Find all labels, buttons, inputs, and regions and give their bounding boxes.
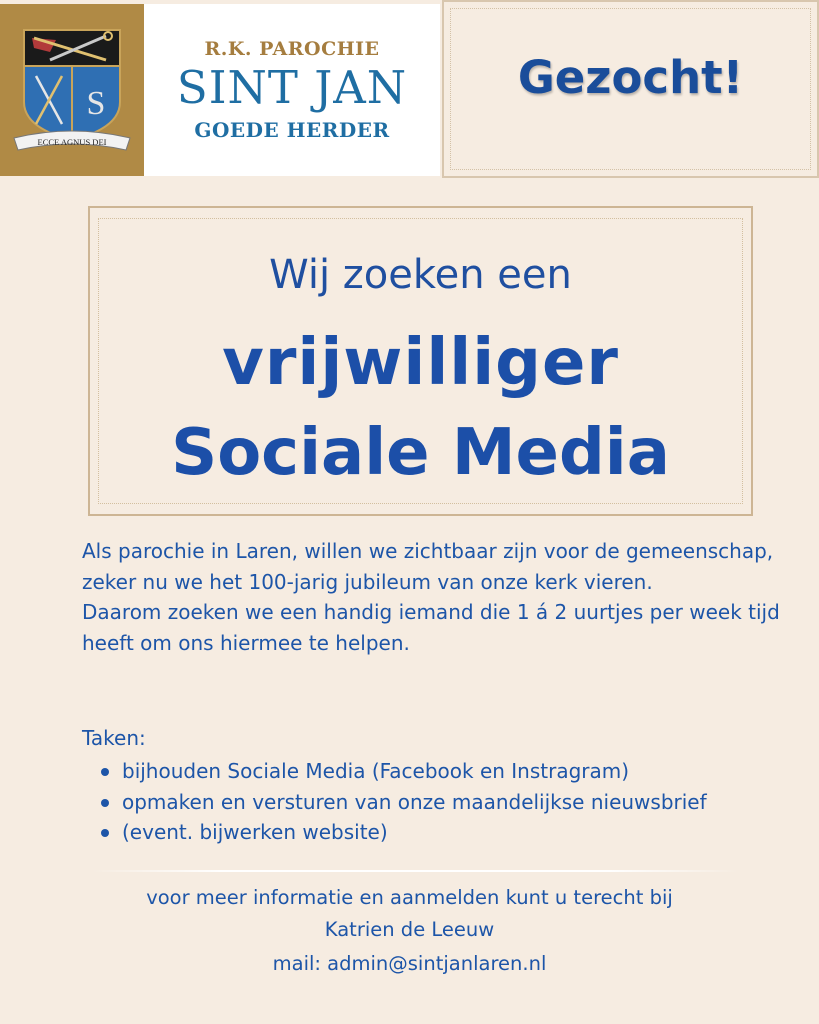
coat-of-arms-icon [10,24,134,156]
task-list [82,756,802,848]
parish-subtitle: GOEDE HERDER [194,117,390,142]
divider [92,870,738,872]
intro-paragraph-2: Daarom zoeken we een handig iemand die 1 á 2 uurtjes per week tijd heeft om ons hiermee te helpen. [82,600,780,655]
contact-intro: voor meer informatie en aanmelden kunt u terecht bij [146,886,673,909]
tasks-label: Taken: [82,726,146,750]
contact-person: Katrien de Leeuw [324,918,495,941]
svg-text:ECCE AGNUS DEI: ECCE AGNUS DEI [37,137,107,147]
task-item: opmaken en versturen van onze maandelijkse nieuwsbrief [82,787,802,818]
intro-text [82,536,782,658]
parish-name-block [144,4,440,176]
wanted-badge [442,0,819,178]
contact-email: mail: admin@sintjanlaren.nl [272,952,547,975]
wanted-heading: Gezocht! [517,50,744,104]
parish-logo [0,4,144,176]
title-role: vrijwilliger [222,326,619,400]
svg-text:S: S [86,85,106,122]
title-field: Sociale Media [171,416,670,490]
task-item: (event. bijwerken website) [82,817,802,848]
intro-paragraph-1: Als parochie in Laren, willen we zichtbaar zijn voor de gemeenschap, zeker nu we het 100-jarig jubileum van onze kerk vieren. [82,539,774,594]
parish-name: SINT JAN [176,61,408,115]
parish-type: R.K. PAROCHIE [204,38,380,61]
title-intro: Wij zoeken een [269,252,572,298]
title-box [88,206,753,516]
task-item: bijhouden Sociale Media (Facebook en Instragram) [82,756,802,787]
